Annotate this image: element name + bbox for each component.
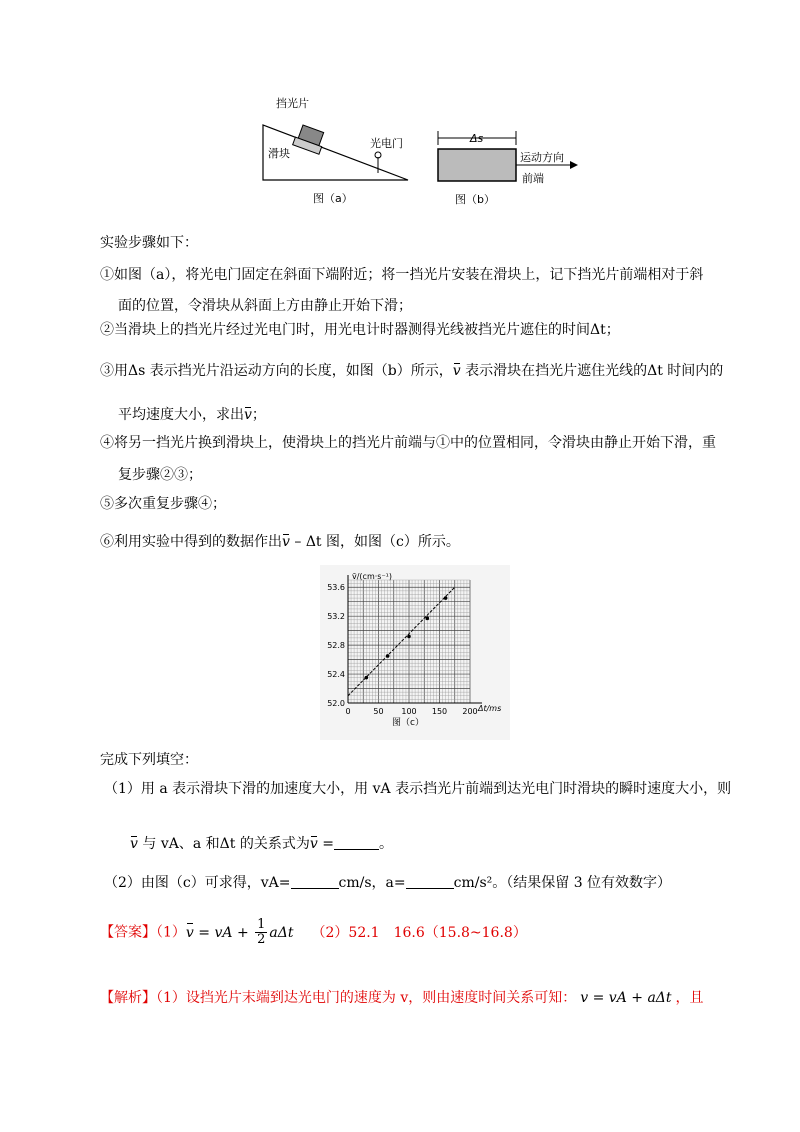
figure-b-caption: 图（b） [455,193,495,206]
question-1: （1）用 a 表示滑块下滑的加速度大小，用 vA 表示挡光片前端到达光电门时滑块的瞬时速度大小，则 [104,781,732,797]
step-2: ②当滑块上的挡光片经过光电门时，用光电计时器测得光线被挡光片遮住的时间Δt； [100,322,620,338]
answer-tag: 【答案】 [100,924,156,941]
step-4b: 复步骤②③； [118,467,202,483]
question-1-relation: v 与 vA、a 和Δt 的关系式为v = 。 [130,836,393,852]
data-point [444,596,448,600]
delta-s-label: Δs [470,132,484,145]
figure-c-chart [320,565,510,740]
intro: 实验步骤如下： [100,235,198,251]
data-point [407,635,411,639]
plate-label: 挡光片 [276,97,309,110]
question-2: （2）由图（c）可求得，vA= cm/s，a= cm/s²。（结果保留 3 位有效数字） [104,875,672,891]
analysis-tag: 【解析】 [100,990,156,1006]
y-tick-label: 52.0 [327,699,345,708]
chart-xlabel: Δt/ms [478,704,502,713]
gate-label: 光电门 [370,137,403,150]
step-1b: 面的位置，令滑块从斜面上方由静止开始下滑； [118,298,412,314]
complete-prompt: 完成下列填空： [100,752,198,768]
front-label: 前端 [522,172,544,185]
chart-ylabel: v̄/(cm·s⁻¹) [352,572,393,581]
slider-label: 滑块 [268,147,290,160]
figure-b [430,125,580,210]
answer-blank-1[interactable] [334,835,379,850]
x-tick-label: 100 [401,707,417,716]
step-4a: ④将另一挡光片换到滑块上，使滑块上的挡光片前端与①中的位置相同，令滑块由静止开始下滑，重 [100,435,716,451]
x-tick-label: 200 [462,707,478,716]
y-tick-label: 52.4 [327,670,345,680]
y-tick-label: 53.6 [327,583,345,593]
data-point [386,654,390,658]
x-tick-label: 0 [345,707,351,716]
x-tick-label: 50 [373,707,384,716]
y-tick-label: 52.8 [327,641,345,651]
step-6: ⑥利用实验中得到的数据作出v – Δt 图，如图（c）所示。 [100,534,460,550]
answer: 【答案】（1）v = vA + $\frac{1}{2}$ aΔt （2）52.1 16.6（15.8~16.8） [100,917,527,947]
motion-label: 运动方向 [520,151,564,164]
data-point [365,676,369,680]
step-3b: 平均速度大小，求出v； [118,407,266,423]
step-1a: ①如图（a），将光电门固定在斜面下端附近；将一挡光片安装在滑块上，记下挡光片前端相对于斜 [100,267,704,283]
chart-caption: 图（c） [392,718,424,728]
step-5: ⑤多次重复步骤④； [100,496,226,512]
y-tick-label: 53.2 [327,612,345,622]
analysis: 【解析】（1）设挡光片末端到达光电门的速度为 v，则由速度时间关系可知： v = vA + aΔt ，且 [100,990,704,1006]
figure-a-caption: 图（a） [313,192,353,205]
figure-a [258,95,418,210]
step-3a: ③用Δs 表示挡光片沿运动方向的长度，如图（b）所示，v 表示滑块在挡光片遮住光线的Δt 时间内的 [100,363,724,379]
data-point [426,617,430,621]
answer-blank-a[interactable] [406,874,454,889]
answer-blank-va[interactable] [291,874,339,889]
x-tick-label: 150 [431,707,448,716]
